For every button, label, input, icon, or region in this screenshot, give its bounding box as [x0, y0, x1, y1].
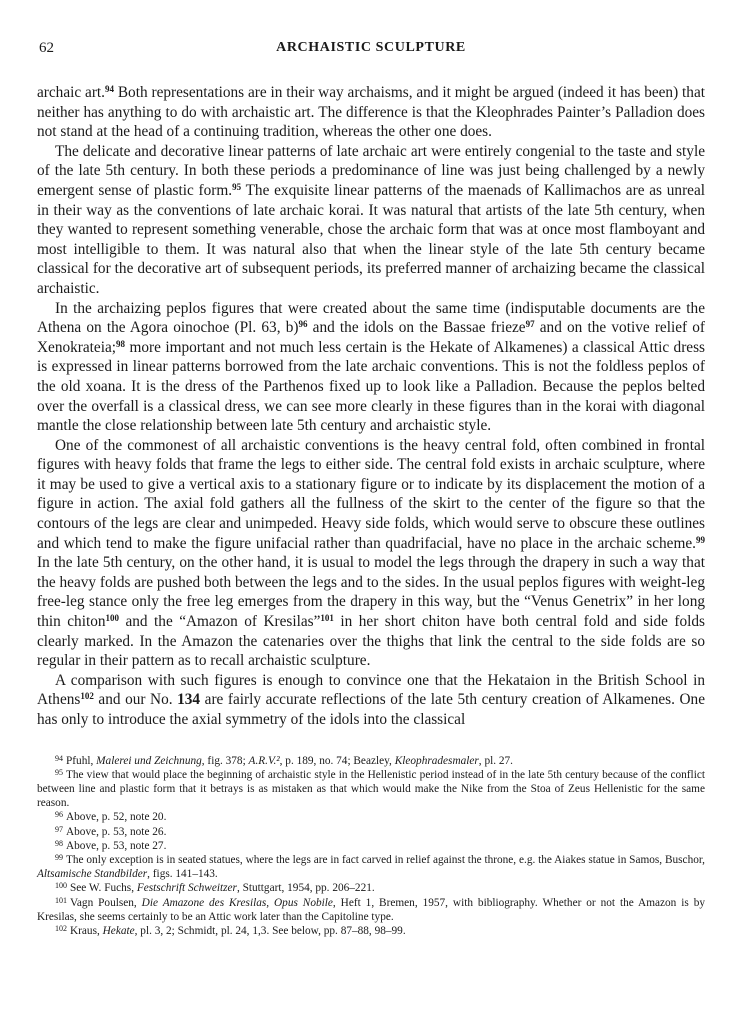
footnote-number: 98 — [55, 838, 63, 848]
text-run: and the idols on the Bassae frieze — [307, 319, 526, 337]
paragraph — [37, 671, 705, 730]
text-run: Vagn Poulsen, — [70, 896, 142, 909]
footnote-number: 99 — [55, 853, 63, 863]
footnote-ref[interactable]: 95 — [232, 181, 242, 192]
footnote-number: 102 — [55, 924, 67, 934]
text-run: Above, p. 52, note 20. — [66, 811, 167, 824]
footnote-number: 101 — [55, 895, 67, 905]
footnote-ref[interactable]: 100 — [105, 613, 120, 624]
text-run: , Heft 1, Bremen, 1957, with bibliography. Whether or not the Amazon is by Kresilas, she seems certainly to be an Attic work later than the Capitoline type. — [37, 896, 706, 923]
paragraph — [37, 436, 705, 671]
text-run: Kraus, — [70, 925, 103, 938]
footnote-number: 94 — [55, 753, 63, 763]
text-run: The exquisite linear patterns of the maenads of Kallimachos are as unreal in their way as the conventions of late archaic korai. It was natural that artists of the late 5th century, when they wanted to represent something venerable, chose the archaic form that was at once most flamboyant and most intelligible to them. It was natural also that when the linear style of the late 5th century became classical for the decorative art of subsequent periods, its preferred manner of archaizing became the classical archaistic. — [37, 181, 705, 297]
running-head: ARCHAISTIC SCULPTURE — [276, 40, 466, 55]
text-run: The view that would place the beginning of archaistic style in the Hellenistic period instead of in the late 5th century because of the conflict between line and plastic form that it betrays is as mistaken as that which would make the Nike from the Stoa of Zeus Hellenistic for the same reason. — [37, 768, 705, 810]
text-run: , Stuttgart, 1954, pp. 206–221. — [236, 882, 375, 895]
footnote-ref[interactable]: 98 — [116, 338, 125, 349]
footnote-number: 97 — [55, 824, 63, 834]
body-text — [37, 83, 705, 730]
footnote — [37, 754, 705, 768]
title-italic: Die Amazone des Kresilas, Opus Nobile — [141, 896, 333, 909]
text-run: See W. Fuchs, — [70, 882, 137, 895]
text-run: , figs. 141–143. — [147, 868, 218, 881]
text-run: One of the commonest of all archaistic conventions is the heavy central fold, often combined in frontal figures with heavy folds that frame the legs to either side. The central fold exists in archaic sculpture, where it may be used to give a vertical axis to a stationary figure or to indicate by its displacement the motion of a figure in action. The axial fold gathers all the fullness of the skirt to the center of the figure so that the contours of the legs are clear and unimpeded. Heavy side folds, which would serve to obscure these outlines and which tend to make the figure unifacial rather than quadrifacial, have no place in the archaic scheme. — [37, 436, 705, 552]
footnote — [37, 924, 705, 938]
text-run: Both representations are in their way archaisms, and it might be argued (indeed it has been) that neither has anything to do with archaistic art. The difference is that the Kleophrades Painter’s Palladion does not stand at the head of a continuing tradition, whereas the other one does. — [37, 84, 705, 141]
text-run: Above, p. 53, note 27. — [66, 839, 167, 852]
catalogue-number: 134 — [177, 691, 201, 709]
text-run: are fairly accurate reflections of the late 5th century creation of Alkamenes. One has only to introduce the axial symmetry of the idols into the classical — [37, 691, 705, 728]
page — [37, 40, 705, 938]
text-run: more important and not much less certain is the Hekate of Alkamenes) a classical Attic dress is expressed in linear patterns borrowed from the late archaic conventions. This is not the foldless peplos of the old xoana. It is the dress of the Parthenos fixed up to look like a Palladion. Because the peplos belted over the overfall is a classical dress, we can see more clearly in these figures than in the korai with diagonal mantle the close relationship between late 5th century and archaistic style. — [37, 338, 705, 435]
paragraph — [37, 299, 705, 436]
footnote-ref[interactable]: 99 — [696, 534, 705, 545]
footnote — [37, 881, 705, 895]
page-number: 62 — [39, 40, 54, 56]
text-run: The only exception is in seated statues, where the legs are in fact carved in relief against the throne, e.g. the Aiakes statue in Samos, Buschor, — [66, 854, 705, 867]
text-run: and on the votive relief of Xenokrateia; — [37, 319, 706, 356]
text-run: archaic art. — [37, 84, 105, 101]
footnote — [37, 810, 705, 824]
text-run: A comparison with such figures is enough to convince one that the Hekataion in the British School in Athens — [37, 671, 705, 709]
title-italic: Malerei und Zeichnung — [96, 754, 202, 767]
text-run: In the archaizing peplos figures that were created about the same time (indisputable documents are the Athena on the Agora oinochoe (Pl. 63, b) — [37, 299, 705, 337]
title-italic: Hekate — [102, 925, 135, 938]
text-run: , pl. 3, 2; Schmidt, pl. 24, 1,3. See below, pp. 87–88, 98–99. — [134, 925, 406, 938]
paragraph — [37, 83, 705, 142]
footnote-number: 96 — [55, 810, 63, 820]
text-run: in her short chiton have both central fold and side folds clearly marked. In the Amazon the catenaries over the thighs that link the central to the side folds are so regular in their pattern as to recall archaistic sculpture. — [37, 613, 705, 670]
footnote-number: 95 — [55, 767, 63, 777]
footnote-ref[interactable]: 96 — [298, 319, 308, 330]
text-run: , pl. 27. — [478, 754, 514, 767]
paragraph — [37, 142, 705, 299]
text-run: , fig. 378; — [201, 754, 249, 767]
footnote-ref[interactable]: 94 — [104, 84, 114, 94]
text-run: and our No. — [93, 691, 178, 709]
text-run: In the late 5th century, on the other hand, it is usual to model the legs through the drapery in such a way that the heavy folds are pushed both between the legs and to the sides. In the usual peplos figures with weight-leg free-leg stance only the free leg emerges from the drapery in this way, but the “Venus Genetrix” in her long thin chiton — [37, 554, 705, 631]
title-italic: A.R.V.² — [248, 754, 280, 767]
footnote — [37, 825, 705, 839]
text-run: Pfuhl, — [66, 754, 97, 767]
footnote — [37, 839, 705, 853]
footnote-ref[interactable]: 101 — [320, 613, 334, 624]
title-italic: Altsamische Standbilder — [37, 868, 148, 881]
footnote — [37, 768, 705, 811]
footnote — [37, 853, 705, 881]
footnote-number: 100 — [55, 881, 67, 891]
footnote — [37, 896, 705, 924]
text-run: The delicate and decorative linear patterns of late archaic art were entirely congenial to the taste and style of the late 5th century. In both these periods a predominance of line was just being challenged by a newly emergent sense of plastic form. — [37, 142, 705, 199]
title-italic: Festschrift Schweitzer — [136, 882, 237, 895]
text-run: , p. 189, no. 74; Beazley, — [279, 754, 395, 767]
footnote-ref[interactable]: 97 — [525, 319, 535, 330]
title-italic: Kleophradesmaler — [394, 754, 479, 767]
footnotes — [37, 754, 705, 939]
text-run: and the “Amazon of Kresilas” — [119, 613, 321, 631]
text-run: Above, p. 53, note 26. — [66, 825, 167, 838]
page-header — [37, 40, 705, 62]
footnote-ref[interactable]: 102 — [80, 691, 94, 702]
